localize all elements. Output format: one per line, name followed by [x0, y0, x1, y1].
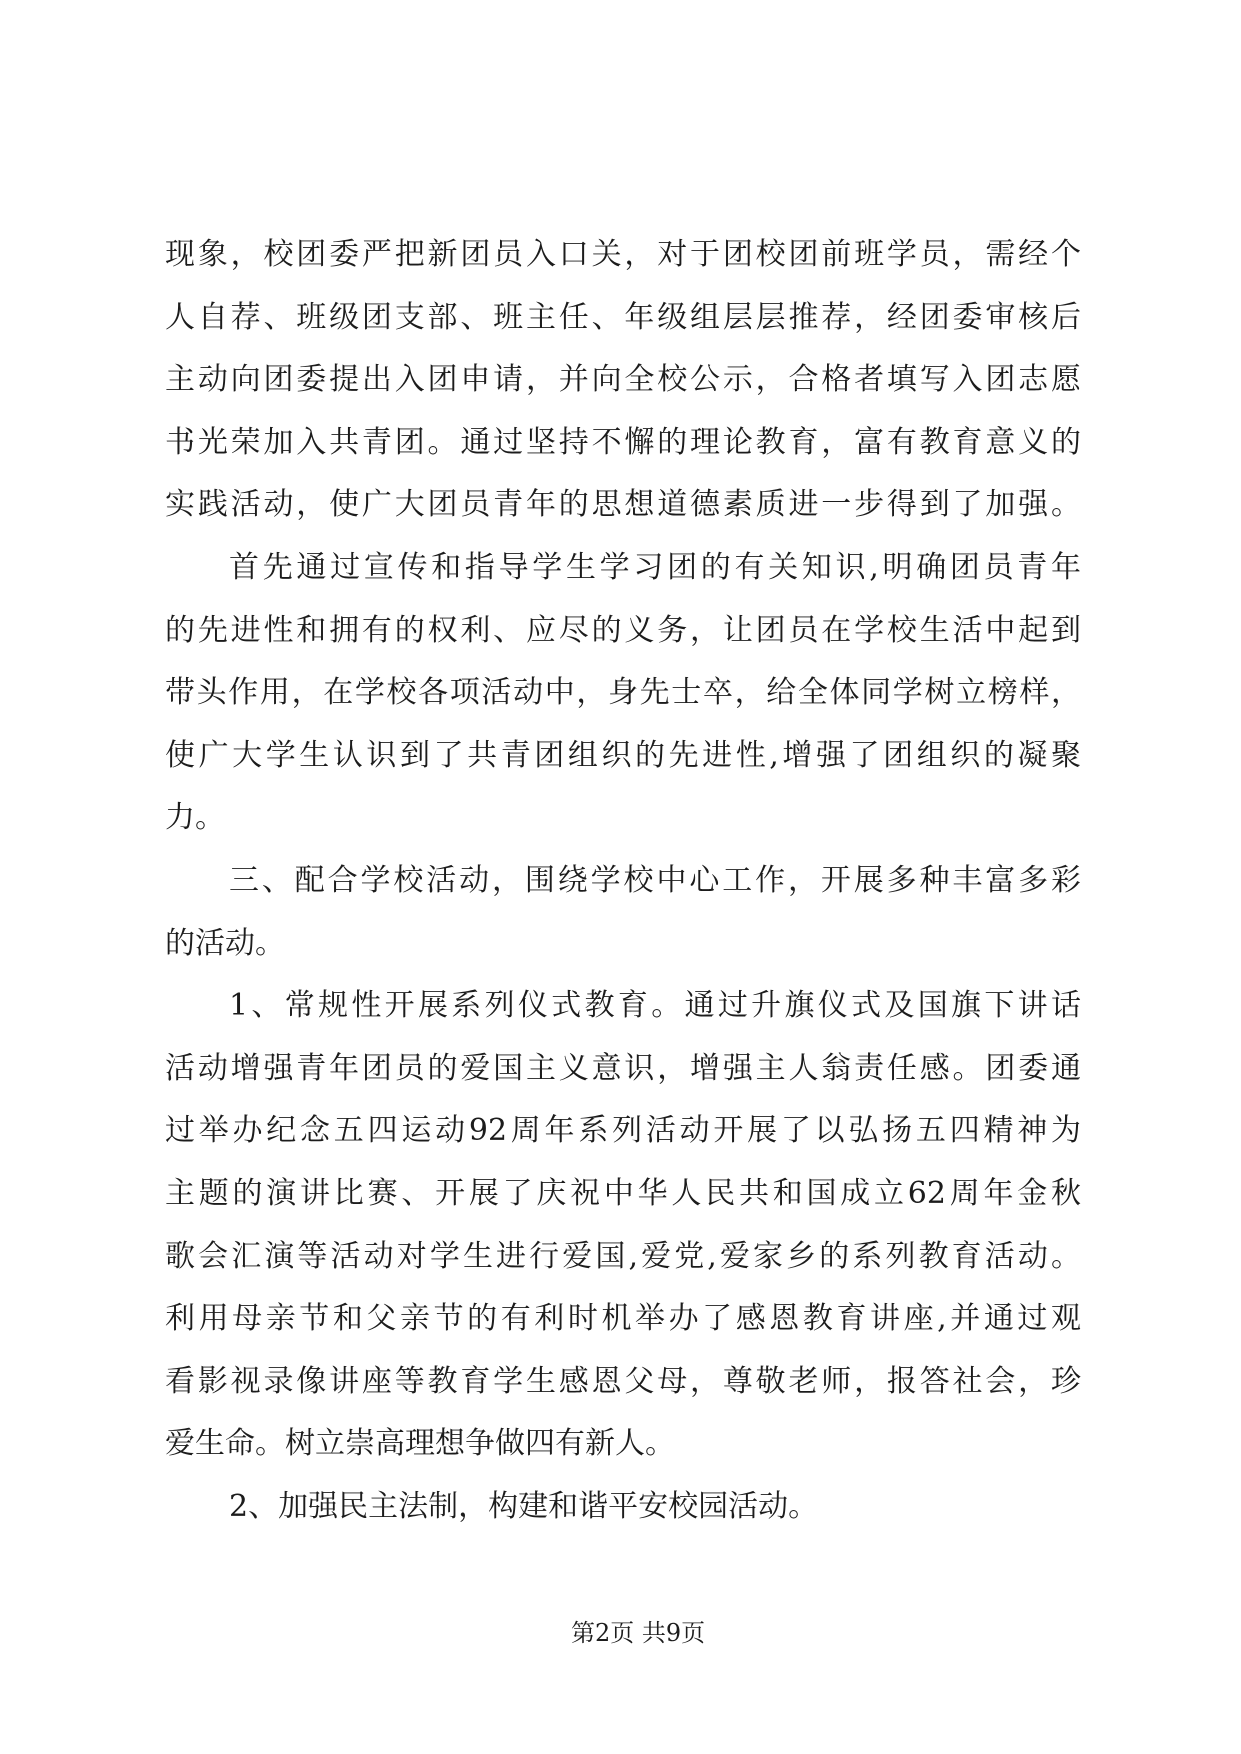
- text-line: 首先通过宣传和指导学生学习团的有关知识,明确团员青年: [229, 549, 1081, 585]
- text-line: 书光荣加入共青团。通过坚持不懈的理论教育，富有教育意义的: [165, 424, 1081, 460]
- paragraph: [165, 537, 1081, 850]
- text-line: 利用母亲节和父亲节的有利时机举办了感恩教育讲座,并通过观: [165, 1301, 1081, 1337]
- text-line: 三、配合学校活动，围绕学校中心工作，开展多种丰富多彩: [229, 862, 1081, 898]
- text-line: 现象，校团委严把新团员入口关，对于团校团前班学员，需经个: [165, 237, 1081, 272]
- text-line: 力。: [165, 800, 225, 836]
- paragraph: [165, 975, 1081, 1476]
- text-line: 的先进性和拥有的权利、应尽的义务，让团员在学校生活中起到: [165, 612, 1081, 648]
- text-line: 2、加强民主法制，构建和谐平安校园活动。: [229, 1488, 819, 1524]
- text-line: 过举办纪念五四运动92周年系列活动开展了以弘扬五四精神为: [165, 1113, 1081, 1149]
- page-number-footer: 第2页 共9页: [571, 1619, 706, 1647]
- section-heading-paragraph: [165, 850, 1081, 975]
- text-line: 1、常规性开展系列仪式教育。通过升旗仪式及国旗下讲话: [229, 988, 1081, 1024]
- text-line: 歌会汇演等活动对学生进行爱国,爱党,爱家乡的系列教育活动。: [165, 1238, 1081, 1274]
- text-line: 人自荐、班级团支部、班主任、年级组层层推荐，经团委审核后: [165, 299, 1081, 335]
- document-body: [165, 224, 1081, 1538]
- paragraph: [165, 1476, 1081, 1539]
- text-line: 主题的演讲比赛、开展了庆祝中华人民共和国成立62周年金秋: [165, 1175, 1081, 1211]
- text-line: 活动增强青年团员的爱国主义意识，增强主人翁责任感。团委通: [165, 1050, 1081, 1086]
- text-line: 带头作用，在学校各项活动中，身先士卒，给全体同学树立榜样，: [165, 675, 1081, 711]
- paragraph: [165, 224, 1081, 537]
- text-line: 使广大学生认识到了共青团组织的先进性,增强了团组织的凝聚: [165, 737, 1081, 773]
- text-line: 爱生命。树立崇高理想争做四有新人。: [165, 1426, 675, 1462]
- text-line: 的活动。: [165, 925, 285, 961]
- text-line: 实践活动，使广大团员青年的思想道德素质进一步得到了加强。: [165, 487, 1081, 523]
- text-line: 主动向团委提出入团申请，并向全校公示，合格者填写入团志愿: [165, 362, 1081, 398]
- text-line: 看影视录像讲座等教育学生感恩父母，尊敬老师，报答社会，珍: [165, 1363, 1081, 1399]
